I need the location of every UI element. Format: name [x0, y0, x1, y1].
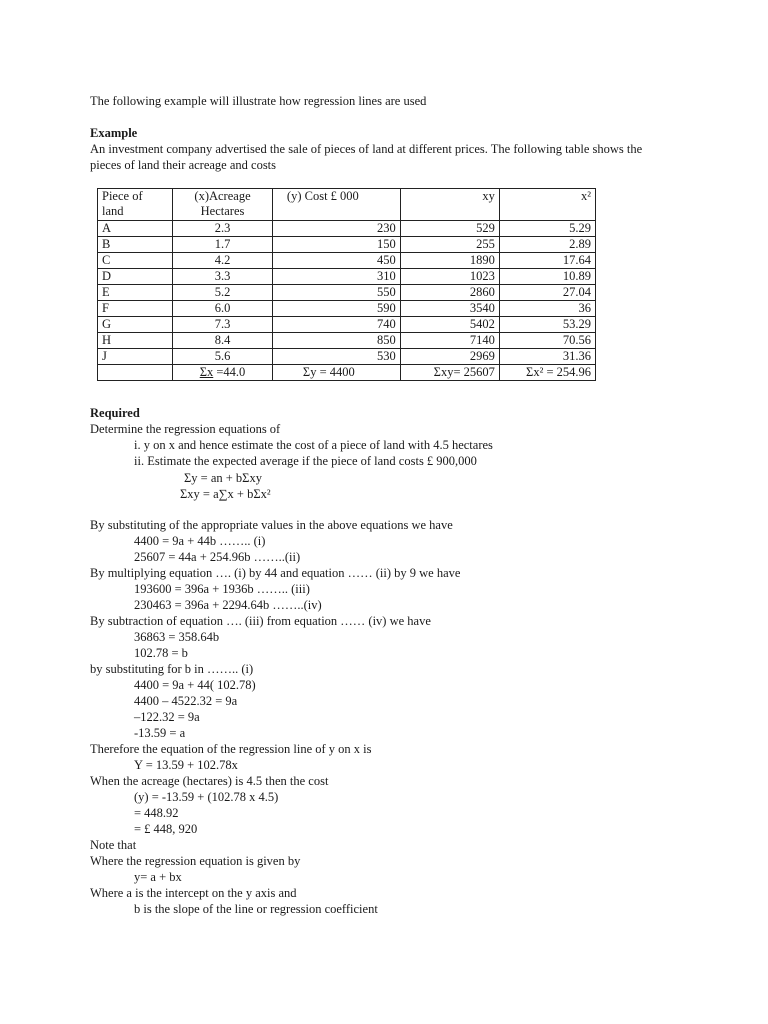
- cell-acreage: 6.0: [173, 301, 273, 317]
- cell-cost: 450: [272, 253, 400, 269]
- cell-xy: 3540: [400, 301, 499, 317]
- cell-x2: 2.89: [499, 237, 595, 253]
- cell-xy: 1023: [400, 269, 499, 285]
- cell-acreage: 4.2: [173, 253, 273, 269]
- cell-piece: H: [98, 333, 173, 349]
- text-line: When the acreage (hectares) is 4.5 then the cost: [90, 774, 329, 788]
- equation-line: 25607 = 44a + 254.96b ……..(ii): [134, 550, 301, 564]
- table-row: [98, 237, 596, 253]
- header-acreage: [173, 189, 273, 221]
- required-heading: Required: [90, 406, 140, 420]
- equation-line: (y) = -13.59 + (102.78 x 4.5): [134, 790, 279, 804]
- equation-line: 4400 = 9a + 44( 102.78): [134, 678, 256, 692]
- equation-line: 102.78 = b: [134, 646, 188, 660]
- text-line: Where the regression equation is given by: [90, 854, 301, 868]
- total-xy: Σxy= 25607: [400, 365, 499, 381]
- text-line: By multiplying equation …. (i) by 44 and equation …… (ii) by 9 we have: [90, 566, 461, 580]
- total-x-value: =44.0: [213, 365, 246, 379]
- table-row: [98, 349, 596, 365]
- equation-line: = £ 448, 920: [134, 822, 198, 836]
- total-y-symbol: Σy: [302, 365, 317, 379]
- total-x2: Σx² = 254.96: [499, 365, 595, 381]
- example-heading: Example: [90, 126, 138, 140]
- equation-line: 230463 = 396a + 2294.64b ……..(iv): [134, 598, 322, 612]
- cell-acreage: 8.4: [173, 333, 273, 349]
- equation-line: -13.59 = a: [134, 726, 186, 740]
- header-x2: x²: [499, 189, 595, 221]
- equation-line: 4400 = 9a + 44b …….. (i): [134, 534, 266, 548]
- table-row: [98, 269, 596, 285]
- equation-line: 4400 – 4522.32 = 9a: [134, 694, 238, 708]
- cell-x2: 36: [499, 301, 595, 317]
- total-y: [272, 365, 400, 381]
- text-line: ii. Estimate the expected average if the piece of land costs £ 900,000: [134, 454, 477, 468]
- cell-xy: 2860: [400, 285, 499, 301]
- cell-xy: 529: [400, 221, 499, 237]
- cell-x2: 70.56: [499, 333, 595, 349]
- text-line: By substituting of the appropriate values in the above equations we have: [90, 518, 453, 532]
- cell-cost: 230: [272, 221, 400, 237]
- formula-line: Σy = an + bΣxy: [184, 471, 262, 485]
- land-data-table: [97, 188, 596, 381]
- equation-line: 193600 = 396a + 1936b …….. (iii): [134, 582, 310, 596]
- header-cost: (y) Cost £ 000: [272, 189, 400, 221]
- total-x-symbol: Σx: [199, 365, 214, 379]
- cell-x2: 17.64: [499, 253, 595, 269]
- cell-cost: 310: [272, 269, 400, 285]
- cell-acreage: 5.6: [173, 349, 273, 365]
- example-text-line: An investment company advertised the sale of pieces of land at different prices. The following table shows the: [90, 142, 643, 156]
- cell-acreage: 7.3: [173, 317, 273, 333]
- text-line: Determine the regression equations of: [90, 422, 281, 436]
- cell-acreage: 2.3: [173, 221, 273, 237]
- cell-piece: B: [98, 237, 173, 253]
- table-row: [98, 221, 596, 237]
- header-piece: [98, 189, 173, 221]
- header-piece-line2: land: [102, 204, 124, 218]
- cell-piece: E: [98, 285, 173, 301]
- cell-xy: 2969: [400, 349, 499, 365]
- formula-line: Σxy = a∑x + bΣx²: [180, 487, 271, 501]
- cell-piece: A: [98, 221, 173, 237]
- header-acreage-line2: Hectares: [200, 204, 245, 218]
- cell-xy: 1890: [400, 253, 499, 269]
- cell-xy: 7140: [400, 333, 499, 349]
- header-piece-line1: Piece of: [102, 189, 143, 203]
- cell-acreage: 3.3: [173, 269, 273, 285]
- cell-x2: 5.29: [499, 221, 595, 237]
- cell-x2: 10.89: [499, 269, 595, 285]
- cell-piece: D: [98, 269, 173, 285]
- cell-acreage: 1.7: [173, 237, 273, 253]
- header-acreage-line1: (x)Acreage: [194, 189, 251, 203]
- header-xy: xy: [400, 189, 499, 221]
- total-x: [173, 365, 273, 381]
- cell-cost: 530: [272, 349, 400, 365]
- text-line: b is the slope of the line or regression coefficient: [134, 902, 378, 916]
- table-row: [98, 285, 596, 301]
- cell-empty: [98, 365, 173, 381]
- table-totals-row: [98, 365, 596, 381]
- table-row: [98, 317, 596, 333]
- text-line: Where a is the intercept on the y axis and: [90, 886, 297, 900]
- equation-line: y= a + bx: [134, 870, 182, 884]
- text-line: i. y on x and hence estimate the cost of a piece of land with 4.5 hectares: [134, 438, 493, 452]
- total-y-value: = 4400: [316, 365, 355, 379]
- table-row: [98, 333, 596, 349]
- table-header-row: [98, 189, 596, 221]
- cell-x2: 27.04: [499, 285, 595, 301]
- text-line: Therefore the equation of the regression line of y on x is: [90, 742, 372, 756]
- cell-cost: 590: [272, 301, 400, 317]
- cell-x2: 53.29: [499, 317, 595, 333]
- cell-cost: 850: [272, 333, 400, 349]
- cell-xy: 255: [400, 237, 499, 253]
- cell-piece: C: [98, 253, 173, 269]
- cell-piece: F: [98, 301, 173, 317]
- equation-line: = 448.92: [134, 806, 179, 820]
- text-line: By subtraction of equation …. (iii) from equation …… (iv) we have: [90, 614, 431, 628]
- equation-line: –122.32 = 9a: [134, 710, 200, 724]
- cell-acreage: 5.2: [173, 285, 273, 301]
- text-line: Note that: [90, 838, 137, 852]
- intro-text: The following example will illustrate how regression lines are used: [90, 94, 427, 108]
- cell-x2: 31.36: [499, 349, 595, 365]
- equation-line: Y = 13.59 + 102.78x: [134, 758, 238, 772]
- table-row: [98, 253, 596, 269]
- cell-cost: 550: [272, 285, 400, 301]
- cell-piece: J: [98, 349, 173, 365]
- cell-cost: 740: [272, 317, 400, 333]
- table-row: [98, 301, 596, 317]
- cell-cost: 150: [272, 237, 400, 253]
- cell-piece: G: [98, 317, 173, 333]
- cell-xy: 5402: [400, 317, 499, 333]
- equation-line: 36863 = 358.64b: [134, 630, 220, 644]
- example-text-line: pieces of land their acreage and costs: [90, 158, 277, 172]
- text-line: by substituting for b in …….. (i): [90, 662, 254, 676]
